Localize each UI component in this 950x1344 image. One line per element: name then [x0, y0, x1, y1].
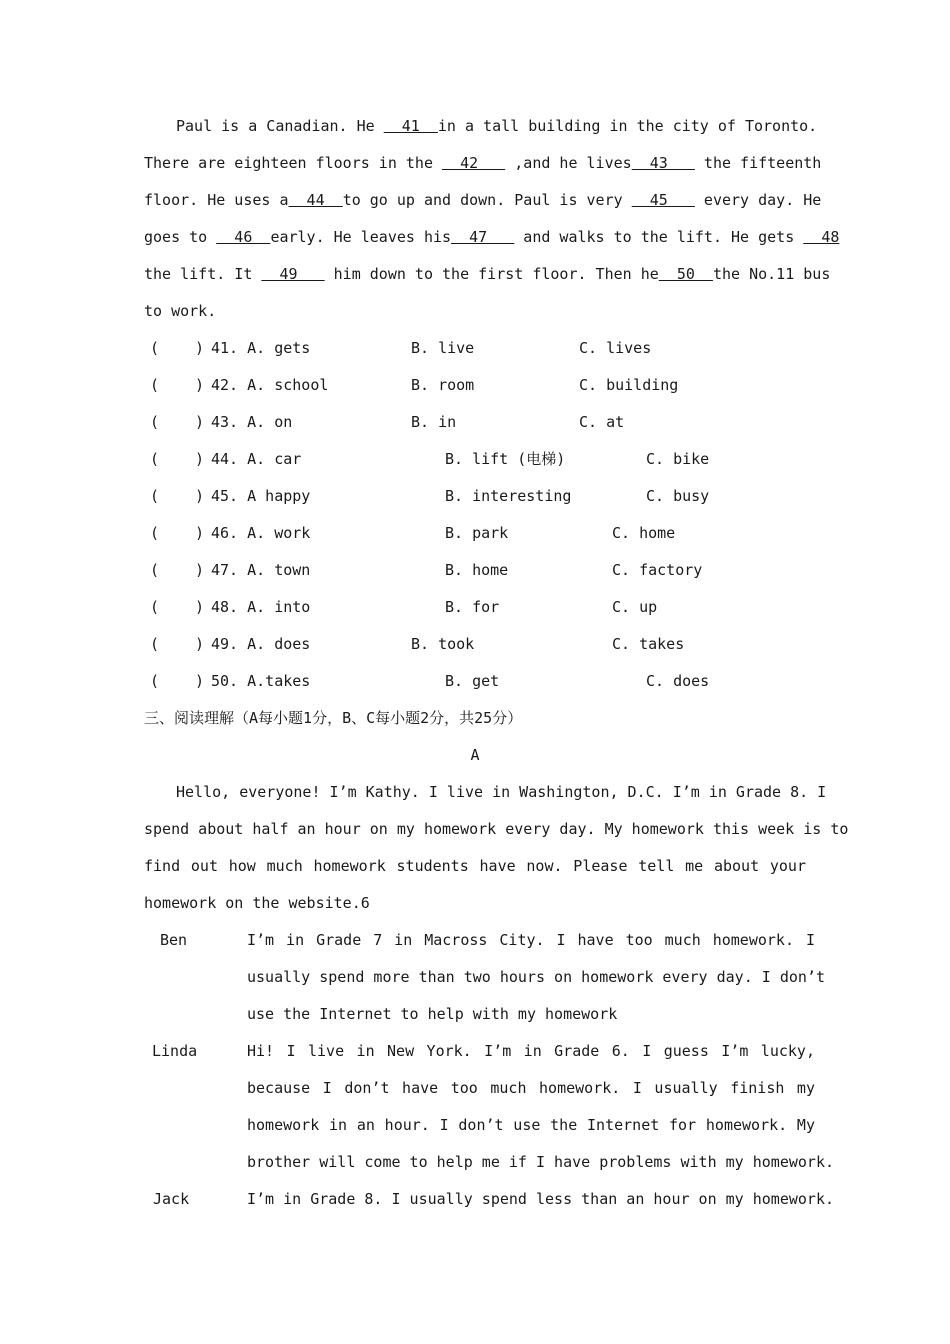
option-a: 47. A. town	[211, 561, 311, 579]
option-a: 49. A. does	[211, 635, 311, 653]
option-a: 48. A. into	[211, 598, 311, 616]
answer-paren-close: )	[195, 635, 205, 653]
cloze-line-6: to work.	[144, 302, 217, 320]
option-a: 44. A. car	[211, 450, 302, 468]
cloze-line-4: goes to 46 early. He leaves his 47 and walks to the lift. He gets 48	[144, 228, 840, 246]
answer-paren-open: (	[150, 487, 160, 505]
option-c: C. factory	[612, 561, 703, 579]
option-b: B. took	[411, 635, 475, 653]
reply-line: homework in an hour. I don’t use the Internet for homework. My	[247, 1116, 815, 1134]
option-a: 41. A. gets	[211, 339, 311, 357]
blank-41: 41	[383, 117, 438, 135]
answer-paren-close: )	[195, 339, 205, 357]
answer-paren-close: )	[195, 672, 205, 690]
option-b: B. room	[411, 376, 475, 394]
answer-paren-open: (	[150, 524, 160, 542]
reply-line: usually spend more than two hours on homework every day. I don’t	[247, 968, 825, 986]
answer-paren-close: )	[195, 376, 205, 394]
option-a: 45. A happy	[211, 487, 311, 505]
option-a: 42. A. school	[211, 376, 329, 394]
answer-paren-open: (	[150, 635, 160, 653]
option-b: B. for	[445, 598, 500, 616]
reply-name-ben: Ben	[160, 931, 188, 949]
blank-50: 50	[658, 265, 713, 283]
passage-label: A	[470, 746, 480, 764]
option-a: 50. A.takes	[211, 672, 311, 690]
blank-49: 49	[261, 265, 325, 283]
answer-paren-open: (	[150, 376, 160, 394]
cloze-line-2: There are eighteen floors in the 42 ,and he lives 43 the fifteenth	[144, 154, 822, 172]
intro-line-4: homework on the website.6	[144, 894, 370, 912]
reply-name-jack: Jack	[153, 1190, 190, 1208]
blank-44: 44	[288, 191, 343, 209]
reply-line: brother will come to help me if I have problems with my homework.	[247, 1153, 834, 1171]
option-c: C. up	[612, 598, 658, 616]
answer-paren-close: )	[195, 413, 205, 431]
blank-48: 48	[803, 228, 840, 246]
blank-42: 42	[442, 154, 506, 172]
intro-line-1: Hello, everyone! I’m Kathy. I live in Washington, D.C. I’m in Grade 8. I	[176, 783, 827, 801]
option-b: B. interesting	[445, 487, 572, 505]
intro-line-3: find out how much homework students have now. Please tell me about your	[144, 857, 806, 875]
option-b: B. lift (电梯)	[445, 450, 566, 468]
option-c: C. lives	[579, 339, 652, 357]
blank-46: 46	[216, 228, 271, 246]
cloze-line-1: Paul is a Canadian. He 41 in a tall building in the city of Toronto.	[176, 117, 818, 135]
answer-paren-open: (	[150, 450, 160, 468]
reply-line: use the Internet to help with my homework	[247, 1005, 618, 1023]
option-b: B. live	[411, 339, 475, 357]
blank-43: 43	[631, 154, 695, 172]
reply-name-linda: Linda	[152, 1042, 198, 1060]
answer-paren-open: (	[150, 672, 160, 690]
reply-line: I’m in Grade 8. I usually spend less than an hour on my homework.	[247, 1190, 834, 1208]
answer-paren-close: )	[195, 450, 205, 468]
option-a: 46. A. work	[211, 524, 311, 542]
reply-line: I’m in Grade 7 in Macross City. I have too much homework. I	[247, 931, 815, 949]
option-b: B. park	[445, 524, 509, 542]
cloze-line-3: floor. He uses a 44 to go up and down. Paul is very 45 every day. He	[144, 191, 822, 209]
reply-line: Hi! I live in New York. I’m in Grade 6. I guess I’m lucky,	[247, 1042, 815, 1060]
option-c: C. takes	[612, 635, 685, 653]
answer-paren-open: (	[150, 339, 160, 357]
blank-45: 45	[631, 191, 695, 209]
option-c: C. building	[579, 376, 679, 394]
option-b: B. in	[411, 413, 457, 431]
intro-line-2: spend about half an hour on my homework every day. My homework this week is to	[144, 820, 849, 838]
option-c: C. home	[612, 524, 676, 542]
answer-paren-close: )	[195, 524, 205, 542]
answer-paren-open: (	[150, 413, 160, 431]
cloze-line-5: the lift. It 49 him down to the first floor. Then he 50 the No.11 bus	[144, 265, 831, 283]
option-c: C. bike	[646, 450, 710, 468]
option-a: 43. A. on	[211, 413, 293, 431]
answer-paren-open: (	[150, 561, 160, 579]
option-c: C. busy	[646, 487, 710, 505]
answer-paren-close: )	[195, 561, 205, 579]
option-c: C. at	[579, 413, 625, 431]
answer-paren-close: )	[195, 487, 205, 505]
option-c: C. does	[646, 672, 710, 690]
answer-paren-open: (	[150, 598, 160, 616]
reply-line: because I don’t have too much homework. I usually finish my	[247, 1079, 815, 1097]
option-b: B. home	[445, 561, 509, 579]
answer-paren-close: )	[195, 598, 205, 616]
option-b: B. get	[445, 672, 500, 690]
section-heading: 三、阅读理解（A每小题1分，B、C每小题2分，共25分）	[144, 709, 523, 727]
blank-47: 47	[451, 228, 515, 246]
